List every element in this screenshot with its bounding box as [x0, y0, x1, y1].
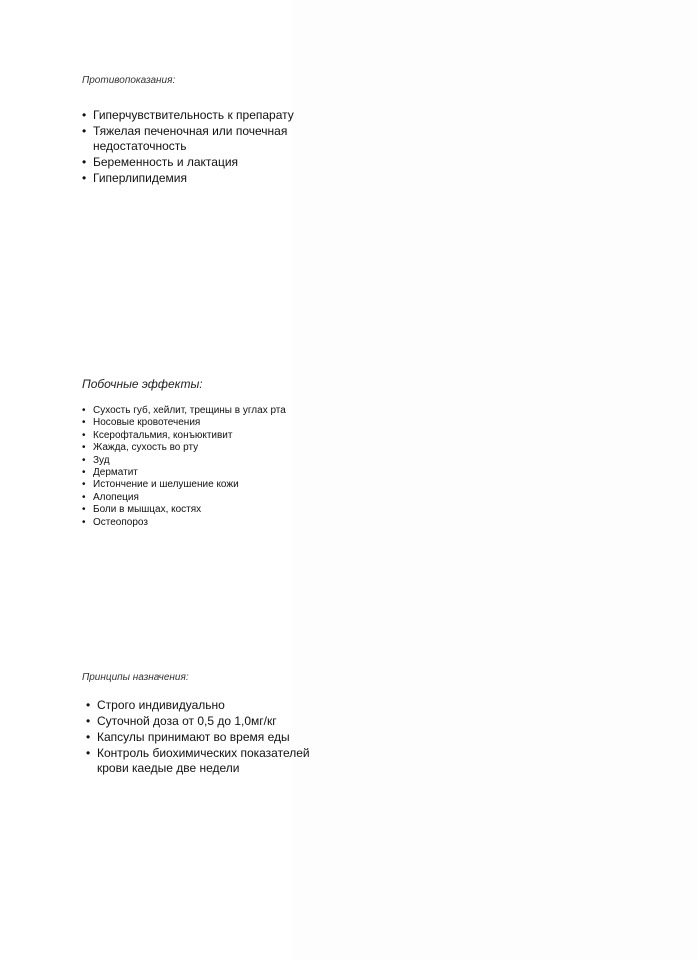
side-effects-list	[82, 405, 302, 529]
list-item: • Истончение и шелушение кожи	[82, 479, 302, 491]
list-item: • Дерматит	[82, 467, 302, 479]
list-item: • Беременность и лактация	[82, 155, 302, 170]
principles-heading: Принципы назначения:	[82, 672, 189, 683]
side-effects-heading: Побочные эффекты:	[82, 377, 203, 391]
list-item: • Зуд	[82, 455, 302, 467]
list-item: • Носовые кровотечения	[82, 417, 302, 429]
list-item: • Ксерофтальмия, конъюктивит	[82, 430, 302, 442]
contraindications-heading: Противопоказания:	[82, 75, 176, 86]
principles-section	[82, 672, 312, 777]
list-item: • Суточной доза от 0,5 до 1,0мг/кг	[86, 714, 312, 729]
contraindications-section	[82, 75, 302, 187]
list-item: • Сухость губ, хейлит, трещины в углах рта	[82, 405, 302, 417]
list-item: • Тяжелая печеночная или почечная недостаточность	[82, 124, 302, 154]
list-item: • Контроль биохимических показателей крови каедые две недели	[86, 746, 312, 776]
list-item: • Жажда, сухость во рту	[82, 442, 302, 454]
side-effects-section	[82, 377, 302, 529]
list-item: • Алопеция	[82, 492, 302, 504]
contraindications-list	[82, 108, 302, 186]
list-item: • Боли в мышцах, костях	[82, 504, 302, 516]
list-item: • Гиперлипидемия	[82, 171, 302, 186]
list-item: • Гиперчувствительность к препарату	[82, 108, 302, 123]
principles-list	[82, 698, 312, 776]
list-item: • Строго индивидуально	[86, 698, 312, 713]
list-item: • Капсулы принимают во время еды	[86, 730, 312, 745]
page-background-strip	[292, 0, 698, 960]
list-item: • Остеопороз	[82, 517, 302, 529]
